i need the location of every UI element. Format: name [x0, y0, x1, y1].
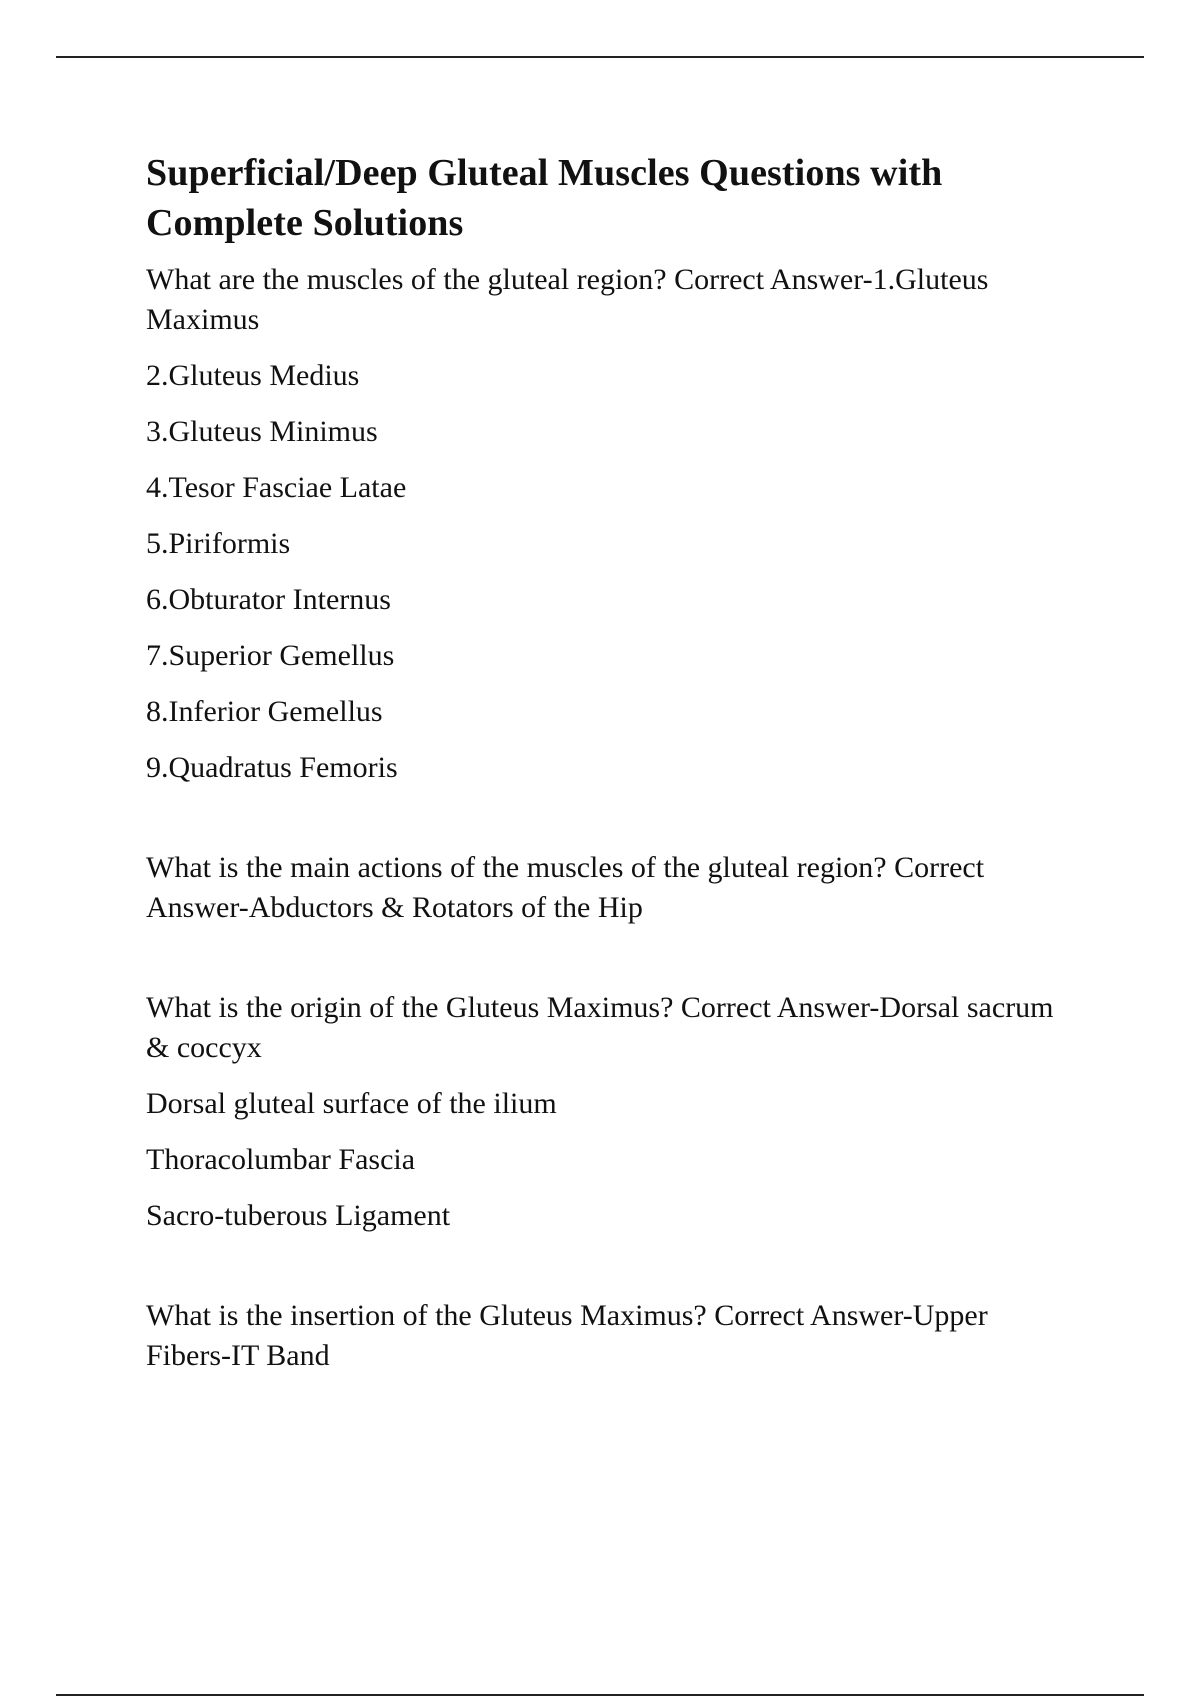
qa-answer-line: 4.Tesor Fasciae Latae [146, 471, 407, 504]
qa-block-origin [146, 988, 1076, 1236]
qa-answer-line: 2.Gluteus Medius [146, 359, 360, 392]
qa-question-line: What is the main actions of the muscles of the gluteal region? Correct Answer-Abductors & Rotators of the Hip [146, 851, 985, 924]
bottom-rule [56, 1694, 1144, 1696]
qa-question-line: What are the muscles of the gluteal region? Correct Answer-1.Gluteus Maximus [146, 263, 989, 336]
document-body [146, 148, 1076, 1392]
qa-answer-line: 9.Quadratus Femoris [146, 751, 398, 784]
qa-question-line: What is the origin of the Gluteus Maximus? Correct Answer-Dorsal sacrum & coccyx [146, 991, 1054, 1064]
qa-answer-line: 5.Piriformis [146, 527, 291, 560]
block-spacer [146, 1252, 1076, 1296]
qa-answer-line: Sacro-tuberous Ligament [146, 1199, 451, 1232]
qa-answer-line: Thoracolumbar Fascia [146, 1143, 416, 1176]
block-spacer [146, 804, 1076, 848]
qa-answer-line: Dorsal gluteal surface of the ilium [146, 1087, 557, 1120]
qa-answer-line: 6.Obturator Internus [146, 583, 391, 616]
qa-block-muscles [146, 260, 1076, 788]
qa-block-insertion [146, 1296, 1076, 1376]
document-title: Superficial/Deep Gluteal Muscles Questions with Complete Solutions [146, 152, 943, 244]
top-rule [56, 56, 1144, 58]
qa-answer-line: 3.Gluteus Minimus [146, 415, 378, 448]
block-spacer [146, 944, 1076, 988]
qa-answer-line: 7.Superior Gemellus [146, 639, 395, 672]
qa-answer-line: 8.Inferior Gemellus [146, 695, 383, 728]
qa-question-line: What is the insertion of the Gluteus Maximus? Correct Answer-Upper Fibers-IT Band [146, 1299, 988, 1372]
qa-block-actions [146, 848, 1076, 928]
